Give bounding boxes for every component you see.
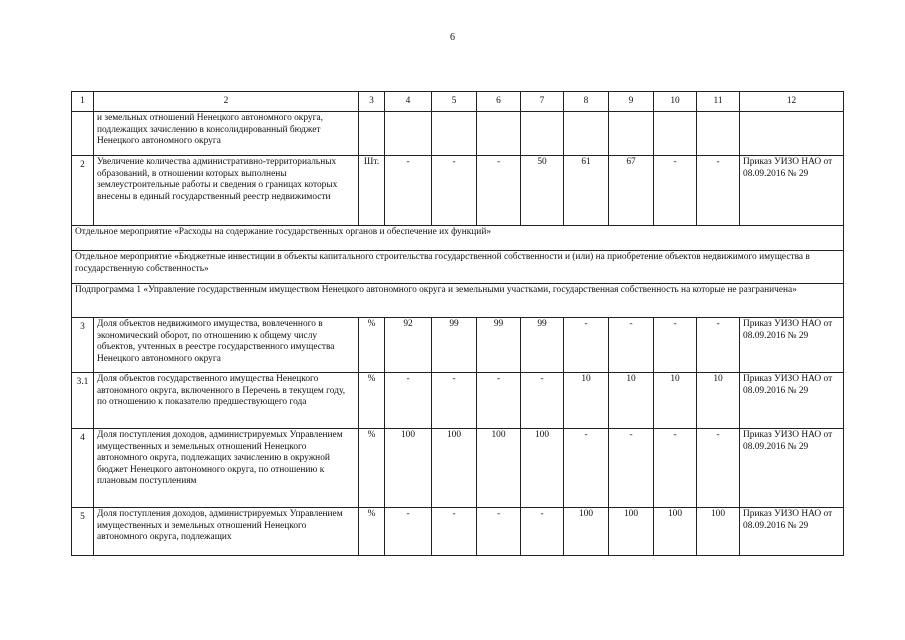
- table-body: [72, 92, 844, 556]
- header-cell: 9: [609, 92, 654, 112]
- cell: %: [359, 508, 385, 556]
- indicators-table: [71, 91, 844, 556]
- cell: [477, 112, 521, 156]
- cell: [564, 112, 609, 156]
- cell: -: [564, 429, 609, 508]
- page-number: 6: [450, 32, 455, 43]
- source-document: Приказ УИЗО НАО от 08.09.2016 № 29: [740, 156, 844, 226]
- cell: -: [564, 318, 609, 373]
- cell: [697, 112, 740, 156]
- cell: 67: [609, 156, 654, 226]
- cell: -: [385, 373, 432, 429]
- source-document: [740, 112, 844, 156]
- cell: 100: [609, 508, 654, 556]
- cell: [654, 112, 697, 156]
- indicator-name: Доля объектов недвижимого имущества, вовлеченного в экономический оборот, по отношению к общему числу объектов, учтенных в реестре государственного имущества Ненецкого автономного округа: [94, 318, 359, 373]
- header-cell: 10: [654, 92, 697, 112]
- header-cell: 12: [740, 92, 844, 112]
- cell: 100: [477, 429, 521, 508]
- cell: [385, 112, 432, 156]
- indicator-name: Увеличение количества административно-территориальных образований, в отношении которых выполнены землеустроительные работы и сведения о границах которых внесены в единый государственный реестр недвижимости: [94, 156, 359, 226]
- cell: -: [697, 429, 740, 508]
- cell: [521, 112, 564, 156]
- cell: -: [521, 373, 564, 429]
- header-cell: 7: [521, 92, 564, 112]
- header-cell: 11: [697, 92, 740, 112]
- header-cell: 1: [72, 92, 94, 112]
- cell: 10: [609, 373, 654, 429]
- cell: -: [385, 156, 432, 226]
- header-cell: 2: [94, 92, 359, 112]
- row-number: 2: [72, 156, 94, 226]
- header-cell: 6: [477, 92, 521, 112]
- indicator-name: Доля поступления доходов, администрируемых Управлением имущественных и земельных отношений Ненецкого автономного округа, подлежащих зачислению в окружной бюджет Ненецкого автономного округа, по отношению к плановым поступлениям: [94, 429, 359, 508]
- row-number: 5: [72, 508, 94, 556]
- table-row: [72, 373, 844, 429]
- cell: [359, 112, 385, 156]
- header-cell: 8: [564, 92, 609, 112]
- cell: [609, 112, 654, 156]
- cell: 100: [654, 508, 697, 556]
- cell: -: [609, 318, 654, 373]
- cell: -: [477, 508, 521, 556]
- cell: -: [654, 156, 697, 226]
- indicator-name: Доля объектов государственного имущества Ненецкого автономного округа, включенного в Перечень в текущем году, по отношению к показателю предшествующего года: [94, 373, 359, 429]
- cell: -: [697, 318, 740, 373]
- cell: 99: [432, 318, 477, 373]
- cell: -: [654, 318, 697, 373]
- table-row: [72, 318, 844, 373]
- table-row: [72, 112, 844, 156]
- cell: Шт.: [359, 156, 385, 226]
- row-number: [72, 112, 94, 156]
- cell: -: [609, 429, 654, 508]
- source-document: Приказ УИЗО НАО от 08.09.2016 № 29: [740, 373, 844, 429]
- row-number: 3: [72, 318, 94, 373]
- cell: 100: [564, 508, 609, 556]
- row-number: 4: [72, 429, 94, 508]
- header-cell: 3: [359, 92, 385, 112]
- indicator-name: Доля поступления доходов, администрируемых Управлением имущественных и земельных отношений Ненецкого автономного округа, подлежащих: [94, 508, 359, 556]
- section-row: [72, 251, 844, 284]
- table-row: [72, 508, 844, 556]
- cell: 99: [477, 318, 521, 373]
- source-document: Приказ УИЗО НАО от 08.09.2016 № 29: [740, 429, 844, 508]
- cell: 10: [697, 373, 740, 429]
- indicator-name: и земельных отношений Ненецкого автономного округа, подлежащих зачислению в консолидированный бюджет Ненецкого автономного округа: [94, 112, 359, 156]
- cell: %: [359, 318, 385, 373]
- section-title: Отдельное мероприятие «Бюджетные инвестиции в объекты капитального строительства государственной собственности и (или) на приобретение объектов недвижимого имущества в государственную собственность»: [72, 251, 844, 284]
- table-row: [72, 156, 844, 226]
- cell: 100: [432, 429, 477, 508]
- cell: 61: [564, 156, 609, 226]
- header-cell: 4: [385, 92, 432, 112]
- cell: -: [432, 508, 477, 556]
- header-cell: 5: [432, 92, 477, 112]
- section-row: [72, 284, 844, 318]
- cell: 92: [385, 318, 432, 373]
- source-document: Приказ УИЗО НАО от 08.09.2016 № 29: [740, 318, 844, 373]
- cell: -: [654, 429, 697, 508]
- cell: -: [521, 508, 564, 556]
- row-number: 3.1: [72, 373, 94, 429]
- cell: 100: [521, 429, 564, 508]
- cell: -: [432, 373, 477, 429]
- section-row: [72, 226, 844, 251]
- section-title: Подпрограмма 1 «Управление государственным имуществом Ненецкого автономного округа и земельными участками, государственная собственность на которые не разграничена»: [72, 284, 844, 318]
- cell: -: [385, 508, 432, 556]
- cell: %: [359, 373, 385, 429]
- cell: 100: [697, 508, 740, 556]
- cell: 100: [385, 429, 432, 508]
- table-row: [72, 429, 844, 508]
- cell: 99: [521, 318, 564, 373]
- cell: -: [477, 373, 521, 429]
- cell: 10: [654, 373, 697, 429]
- section-title: Отдельное мероприятие «Расходы на содержание государственных органов и обеспечение их функций»: [72, 226, 844, 251]
- cell: [432, 112, 477, 156]
- cell: -: [697, 156, 740, 226]
- cell: -: [432, 156, 477, 226]
- source-document: Приказ УИЗО НАО от 08.09.2016 № 29: [740, 508, 844, 556]
- table-header-row: [72, 92, 844, 112]
- cell: 50: [521, 156, 564, 226]
- cell: %: [359, 429, 385, 508]
- cell: 10: [564, 373, 609, 429]
- cell: -: [477, 156, 521, 226]
